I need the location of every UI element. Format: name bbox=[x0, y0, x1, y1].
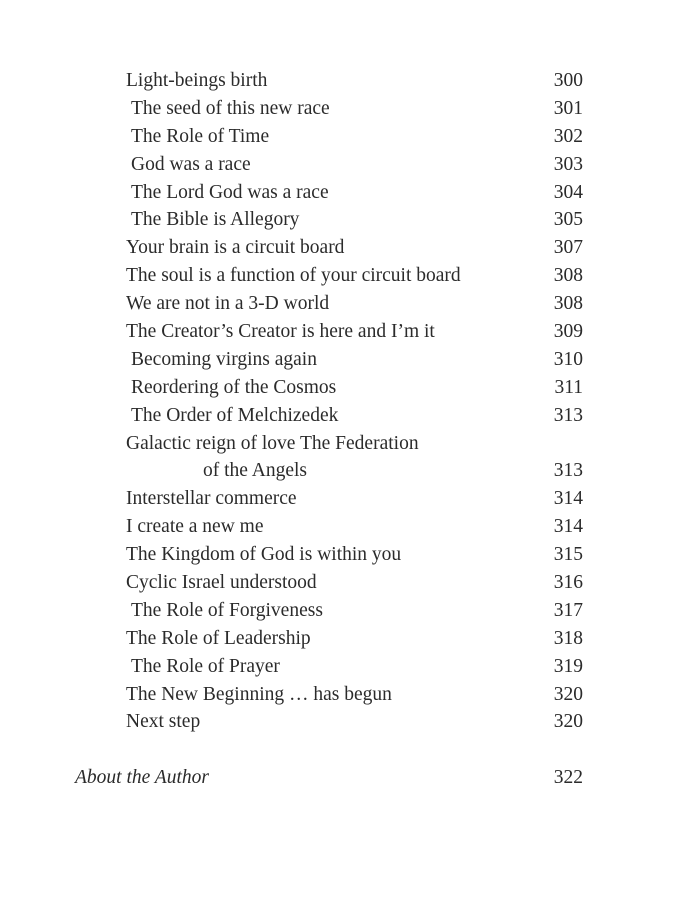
toc-entry[interactable] bbox=[0, 67, 678, 95]
toc-entry-page: 305 bbox=[553, 209, 583, 231]
toc-entry-title: The Role of Forgiveness bbox=[131, 599, 323, 621]
toc-entry-page: 307 bbox=[553, 237, 583, 259]
toc-entry[interactable] bbox=[0, 597, 678, 625]
toc-entry-page: 320 bbox=[553, 711, 583, 733]
toc-entry-page: 316 bbox=[553, 572, 583, 594]
toc-entry-page: 320 bbox=[553, 683, 583, 705]
toc-entry-page: 315 bbox=[553, 544, 583, 566]
toc-entry-page: 308 bbox=[553, 293, 583, 315]
toc-entry-title: Reordering of the Cosmos bbox=[131, 376, 337, 398]
table-of-contents bbox=[0, 67, 678, 736]
toc-entry[interactable] bbox=[0, 569, 678, 597]
toc-entry-title: The Order of Melchizedek bbox=[131, 404, 339, 426]
toc-entry-page: 302 bbox=[553, 125, 583, 147]
toc-entry-title: The Kingdom of God is within you bbox=[126, 544, 402, 566]
toc-entry-title: Interstellar commerce bbox=[126, 488, 297, 510]
toc-entry-page: 319 bbox=[553, 655, 583, 677]
toc-entry-page: 318 bbox=[553, 627, 583, 649]
toc-entry[interactable] bbox=[0, 290, 678, 318]
toc-entry-page: 310 bbox=[553, 348, 583, 370]
toc-entry[interactable] bbox=[0, 681, 678, 709]
toc-entry-title: Light-beings birth bbox=[126, 70, 268, 91]
toc-entry-continuation[interactable] bbox=[0, 457, 678, 485]
toc-entry[interactable] bbox=[0, 541, 678, 569]
toc-entry-title: The Role of Leadership bbox=[126, 627, 311, 649]
toc-entry-title: Cyclic Israel understood bbox=[126, 572, 317, 594]
toc-entry[interactable] bbox=[0, 653, 678, 681]
toc-entry-title: The Lord God was a race bbox=[131, 181, 329, 203]
toc-entry-page: 301 bbox=[553, 97, 583, 119]
about-author-entry[interactable] bbox=[0, 764, 678, 792]
toc-entry-page: 308 bbox=[553, 265, 583, 287]
toc-entry[interactable] bbox=[0, 402, 678, 430]
toc-entry-page: 311 bbox=[554, 376, 583, 398]
toc-entry-title: The soul is a function of your circuit board bbox=[126, 265, 461, 287]
toc-entry-title: I create a new me bbox=[126, 516, 264, 538]
toc-entry-title: The Role of Time bbox=[131, 125, 270, 147]
toc-entry[interactable] bbox=[0, 625, 678, 653]
toc-entry[interactable] bbox=[0, 708, 678, 736]
toc-entry-page: 309 bbox=[553, 321, 583, 343]
toc-entry-title: God was a race bbox=[131, 153, 251, 175]
toc-entry[interactable] bbox=[0, 123, 678, 151]
toc-entry-title: The Bible is Allegory bbox=[131, 209, 300, 231]
toc-entry[interactable] bbox=[0, 151, 678, 179]
toc-entry-title: The New Beginning … has begun bbox=[126, 683, 392, 705]
toc-entry-page: 313 bbox=[553, 404, 583, 426]
toc-entry-title: The Creator’s Creator is here and I’m it bbox=[126, 321, 435, 343]
toc-entry-page: 314 bbox=[553, 516, 583, 538]
toc-entry-title: Your brain is a circuit board bbox=[126, 237, 345, 259]
toc-entry-page: 304 bbox=[553, 181, 583, 203]
about-author-title: About the Author bbox=[75, 767, 209, 788]
toc-entry[interactable] bbox=[0, 430, 678, 458]
toc-entry-title: Galactic reign of love The Federation bbox=[126, 432, 419, 454]
toc-entry[interactable] bbox=[0, 346, 678, 374]
toc-entry[interactable] bbox=[0, 513, 678, 541]
toc-entry[interactable] bbox=[0, 374, 678, 402]
toc-entry-page: 317 bbox=[553, 599, 583, 621]
toc-entry[interactable] bbox=[0, 485, 678, 513]
toc-entry[interactable] bbox=[0, 234, 678, 262]
toc-entry[interactable] bbox=[0, 262, 678, 290]
toc-entry-page: 313 bbox=[553, 460, 583, 482]
toc-entry-title: The Role of Prayer bbox=[131, 655, 280, 677]
toc-entry[interactable] bbox=[0, 179, 678, 207]
toc-entry[interactable] bbox=[0, 95, 678, 123]
about-author-page: 322 bbox=[553, 767, 583, 788]
toc-entry-page: 314 bbox=[553, 488, 583, 510]
toc-entry-title: Becoming virgins again bbox=[131, 348, 317, 370]
toc-entry-title: Next step bbox=[126, 711, 201, 733]
toc-entry[interactable] bbox=[0, 318, 678, 346]
toc-entry-title: The seed of this new race bbox=[131, 97, 330, 119]
toc-entry-title: We are not in a 3-D world bbox=[126, 293, 330, 315]
toc-entry-page: 303 bbox=[553, 153, 583, 175]
toc-entry-page: 300 bbox=[553, 70, 583, 91]
toc-entry[interactable] bbox=[0, 206, 678, 234]
toc-entry-title: of the Angels bbox=[203, 460, 307, 482]
